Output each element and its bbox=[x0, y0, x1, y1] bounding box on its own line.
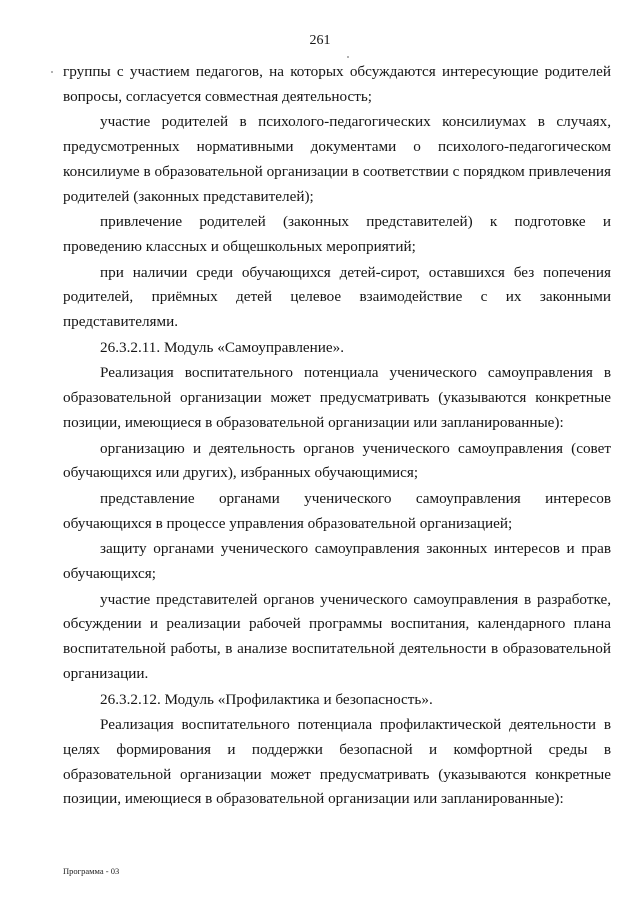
section-heading: 26.3.2.11. Модуль «Самоуправление». bbox=[100, 338, 345, 356]
paragraph: защиту органами ученического самоуправления законных интересов и прав обучающихся; bbox=[63, 540, 611, 583]
paragraph: представление органами ученического самоуправления интересов обучающихся в процессе управления образовательной организацией; bbox=[63, 489, 611, 532]
paragraph: организацию и деятельность органов ученического самоуправления (совет обучающихся или других), избранных обучающимися; bbox=[63, 439, 611, 482]
paragraph: группы с участием педагогов, на которых обсуждаются интересующие родителей вопросы, согласуется совместная деятельность; bbox=[63, 63, 611, 105]
footer-label: Программа - 03 bbox=[63, 866, 120, 876]
page-number: 261 bbox=[309, 33, 331, 48]
document-body bbox=[63, 60, 611, 812]
paragraph: при наличии среди обучающихся детей-сирот, оставшихся без попечения родителей, приёмных детей целевое взаимодействие с их законными представителями. bbox=[63, 263, 611, 331]
paragraph: привлечение родителей (законных представителей) к подготовке и проведению классных и общешкольных мероприятий; bbox=[63, 213, 611, 255]
scan-speck bbox=[51, 71, 53, 73]
paragraph: участие представителей органов ученического самоуправления в разработке, обсуждении и реализации рабочей программы воспитания, календарного плана воспитательной работы, в анализе воспитательной деятельности в образовательной организации. bbox=[63, 590, 611, 682]
scan-speck bbox=[347, 56, 349, 58]
paragraph: Реализация воспитательного потенциала профилактической деятельности в целях формирования и поддержки безопасной и комфортной среды в образовательной организации может предусматривать (указываются конкретные позиции, имеющиеся в образовательной организации или запланированные): bbox=[63, 716, 611, 808]
paragraph: Реализация воспитательного потенциала ученического самоуправления в образовательной организации может предусматривать (указываются конкретные позиции, имеющиеся в образовательной организации или запланированные): bbox=[63, 364, 611, 431]
paragraph: участие родителей в психолого-педагогических консилиумах в случаях, предусмотренных нормативными документами о психолого-педагогическом консилиуме в образовательной организации в соответствии с порядком привлечения родителей (законных представителей); bbox=[63, 113, 611, 205]
section-heading: 26.3.2.12. Модуль «Профилактика и безопасность». bbox=[100, 690, 433, 708]
